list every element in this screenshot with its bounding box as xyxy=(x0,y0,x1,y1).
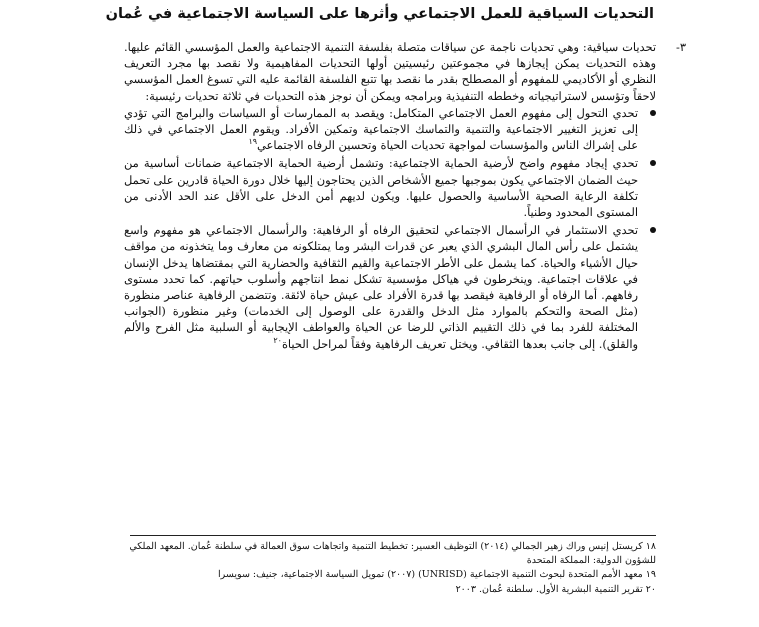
body-text xyxy=(124,39,686,354)
bullet-icon xyxy=(650,110,656,116)
footnote: ١٨ كريستل إنيس وراك زهير الجمالي (٢٠١٤) التوظيف العسير: تخطيط التنمية واتجاهات سوق العمالة في سلطنة عُمان. المعهد الملكي للشؤون الدولية: المملكة المتحدة xyxy=(129,541,656,566)
bullet-icon xyxy=(650,160,656,166)
footnote-ref[interactable]: ٢٠ xyxy=(273,335,282,345)
list-item xyxy=(124,105,656,154)
section-intro-text: تحديات سياقية: وهي تحديات ناجمة عن سياقات متصلة بفلسفة التنمية الاجتماعية والعمل المؤسسي القائم عليها. وهذه التحديات يمكن إيجازها في مجموعتين رئيسيتين أولها التحديات المفاهيمية ولا نقصد بها مجرد التعريف النظري أو الأكاديمي للمفهوم أو المصطلح بقدر ما نقصد بها تتبع الفلسفة القائمة عليه التي تسوغ العمل المؤسسي لاحقاً وتؤسس لاستراتيجياته وخططه التنفيذية وبرامجه ويمكن أن نوجز هذه التحديات في ثلاثة تحديات رئيسية: xyxy=(124,40,656,103)
footnote-ref[interactable]: ١٩ xyxy=(248,137,258,147)
bullet-icon xyxy=(650,227,656,233)
footnote-divider xyxy=(130,535,656,536)
section-number: ٣- xyxy=(676,40,686,54)
challenge-list xyxy=(124,105,656,352)
section-intro xyxy=(124,39,686,104)
list-item-text: تحدي الاستثمار في الرأسمال الاجتماعي لتحقيق الرفاه أو الرفاهية: والرأسمال الاجتماعي هو مفهوم واسع يشتمل على رأس المال البشري الذي يعبر عن قدرات البشر وما يمتلكونه من معارف وما يتخذونه من مواقف حيال الأشياء والحياة. كما يشمل على الأطر الاجتماعية والقيم الثقافية والحضارية التي بمقتضاها يدخل الإنسان في علاقات اجتماعية. وينخرطون في هياكل مؤسسية تشكل نمط انتاجهم وأسلوب حياتهم. كما تحدد مستوى رفاههم. أما الرفاه أو الرفاهية فيقصد بها قدرة الأفراد على عيش حياة لائقة. وتتضمن الرفاهية عناصر منظورة (مثل الصحة والتحكم بالموارد مثل الدخل والقدرة على الوصول إلى الخدمات) وغير منظورة (الجوانب المختلفة للفرد بما في ذلك التقييم الذاتي للرضا عن الحياة والعواطف الإيجابية أو السلبية مثل الفرح والألم والقلق). إلى جانب بعدها الثقافي. ويختل تعريف الرفاهية وفقاً لمراحل الحياة xyxy=(124,223,638,351)
footnotes xyxy=(110,540,656,597)
footnote: ١٩ معهد الأمم المتحدة لبحوث التنمية الاجتماعية (UNRISD) (٢٠٠٧) تمويل السياسة الاجتماعية، جنيف: سويسرا xyxy=(218,569,656,580)
list-item-text: تحدي إيجاد مفهوم واضح لأرضية الحماية الاجتماعية: وتشمل أرضية الحماية الاجتماعية ضمانات أساسية من حيث الضمان الاجتماعي يكون بموجبها جميع الأشخاص الذين يحتاجون إليها خلال دورة الحياة قادرين على تحمل تكلفة الرعاية الصحية الأساسية والحصول عليها. ويكون لديهم أمن الدخل على الأقل عند الحد الأدنى من المستوى المحدود وطنياً. xyxy=(124,156,639,220)
page-title: التحديات السياقية للعمل الاجتماعي وأثرها على السياسة الاجتماعية في عُمان xyxy=(105,6,654,22)
list-item xyxy=(124,155,656,220)
list-item-text: تحدي التحول إلى مفهوم العمل الاجتماعي المتكامل: ويقصد به الممارسات أو السياسات والبرامج التي تؤدي إلى تعزيز التغيير الاجتماعية والتنمية والتماسك الاجتماعية وتمكين الأفراد. ويقوم العمل الاجتماعي في ذلك على إشراك الناس والمؤسسات لمواجهة تحديات الحياة وتحسين الرفاه الاجتماعي xyxy=(124,105,638,153)
list-item xyxy=(124,222,656,352)
footnote: ٢٠ تقرير التنمية البشرية الأول. سلطنة عُمان. ٢٠٠٣ xyxy=(455,583,656,595)
